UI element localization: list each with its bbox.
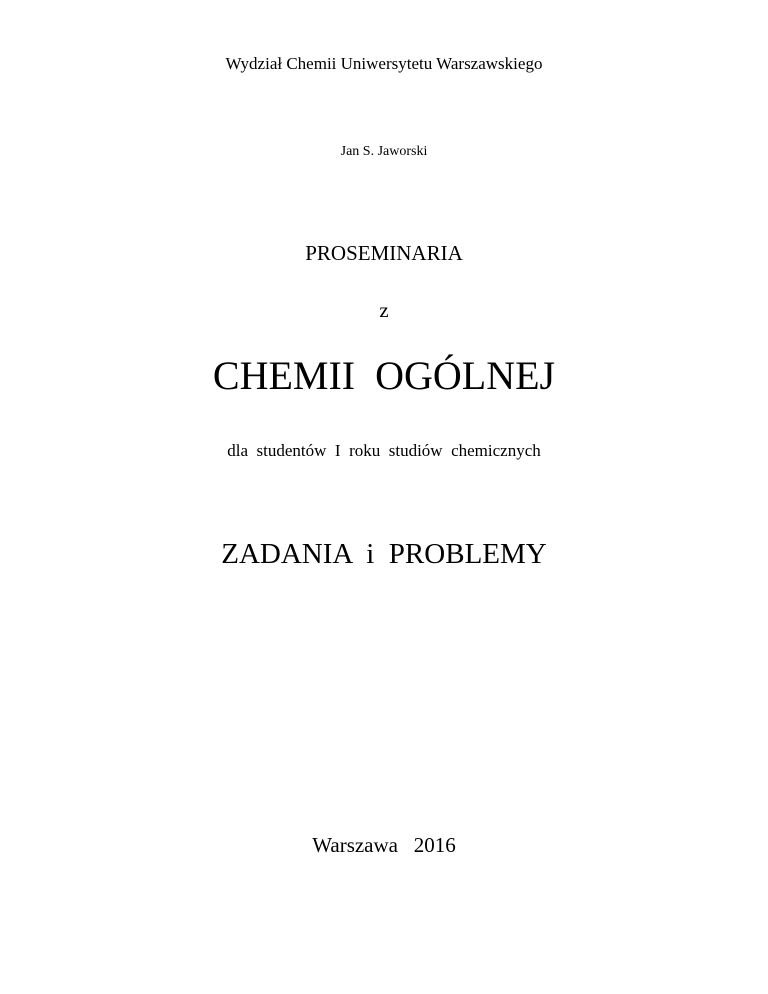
title-connector: z <box>379 298 389 322</box>
audience-line: dla studentów I roku studiów chemicznych <box>227 441 541 460</box>
author-name: Jan S. Jaworski <box>340 144 428 159</box>
subject-title: CHEMII OGÓLNEJ <box>212 353 556 398</box>
place-and-year: Warszawa 2016 <box>312 833 456 857</box>
book-subtitle: ZADANIA i PROBLEMY <box>221 538 547 570</box>
faculty-name: Wydział Chemii Uniwersytetu Warszawskiego <box>225 54 543 73</box>
series-title: PROSEMINARIA <box>305 241 463 265</box>
